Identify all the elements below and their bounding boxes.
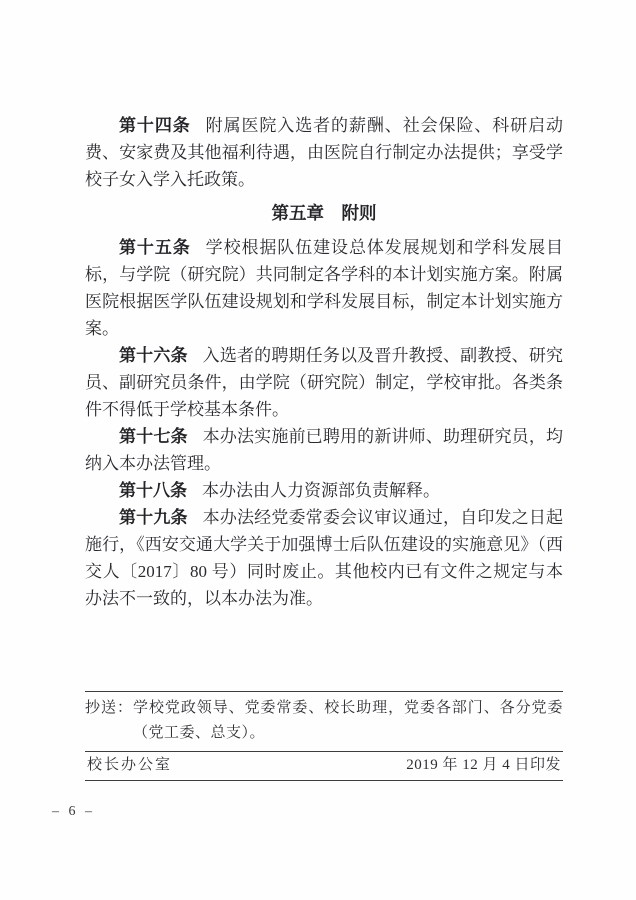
article-16-label: 第十六条 — [119, 346, 188, 365]
article-18-text: 本办法由人力资源部负责解释。 — [202, 481, 440, 500]
article-18-paragraph — [85, 477, 563, 504]
article-17-text: 本办法实施前已聘用的新讲师、助理研究员，均纳入本办法管理。 — [85, 427, 564, 473]
article-17-label: 第十七条 — [119, 427, 188, 446]
article-15-label: 第十五条 — [119, 238, 191, 257]
issuing-office: 校长办公室 — [87, 757, 173, 773]
footer-rule-bottom — [85, 780, 563, 781]
document-body — [85, 112, 563, 612]
article-19-paragraph — [85, 504, 563, 612]
document-footer — [85, 691, 563, 781]
article-14-label: 第十四条 — [119, 116, 191, 135]
issue-row — [85, 752, 563, 780]
article-15-text: 学校根据队伍建设总体发展规划和学科发展目标，与学院（研究院）共同制定各学科的本计划实施方案。附属医院根据医学队伍建设规划和学科发展目标，制定本计划实施方案。 — [85, 238, 564, 338]
cc-text: 学校党政领导、党委常委、校长助理，党委各部门、各分党委（党工委、总支）。 — [133, 700, 563, 741]
cc-label: 抄送： — [85, 700, 134, 716]
article-16-text: 入选者的聘期任务以及晋升教授、副教授、研究员、副研究员条件，由学院（研究院）制定，学校审批。各类条件不得低于学校基本条件。 — [85, 346, 564, 419]
page-number: – 6 – — [52, 804, 95, 819]
article-18-label: 第十八条 — [119, 481, 187, 500]
article-15-paragraph — [85, 234, 563, 342]
cc-block — [85, 692, 563, 751]
article-14-paragraph — [85, 112, 563, 193]
article-19-label: 第十九条 — [119, 508, 188, 527]
print-date: 2019 年 12 月 4 日印发 — [406, 757, 561, 773]
chapter-heading: 第五章 附则 — [271, 203, 377, 223]
article-14-text: 附属医院入选者的薪酬、社会保险、科研启动费、安家费及其他福利待遇，由医院自行制定办法提供；享受学校子女入学入托政策。 — [85, 116, 564, 189]
article-16-paragraph — [85, 342, 563, 423]
article-17-paragraph — [85, 423, 563, 477]
article-19-text: 本办法经党委常委会议审议通过，自印发之日起施行，《西安交通大学关于加强博士后队伍建设的实施意见》（西交人〔2017〕80 号）同时废止。其他校内已有文件之规定与本办法不一致的，以本办法为准。 — [85, 508, 564, 608]
